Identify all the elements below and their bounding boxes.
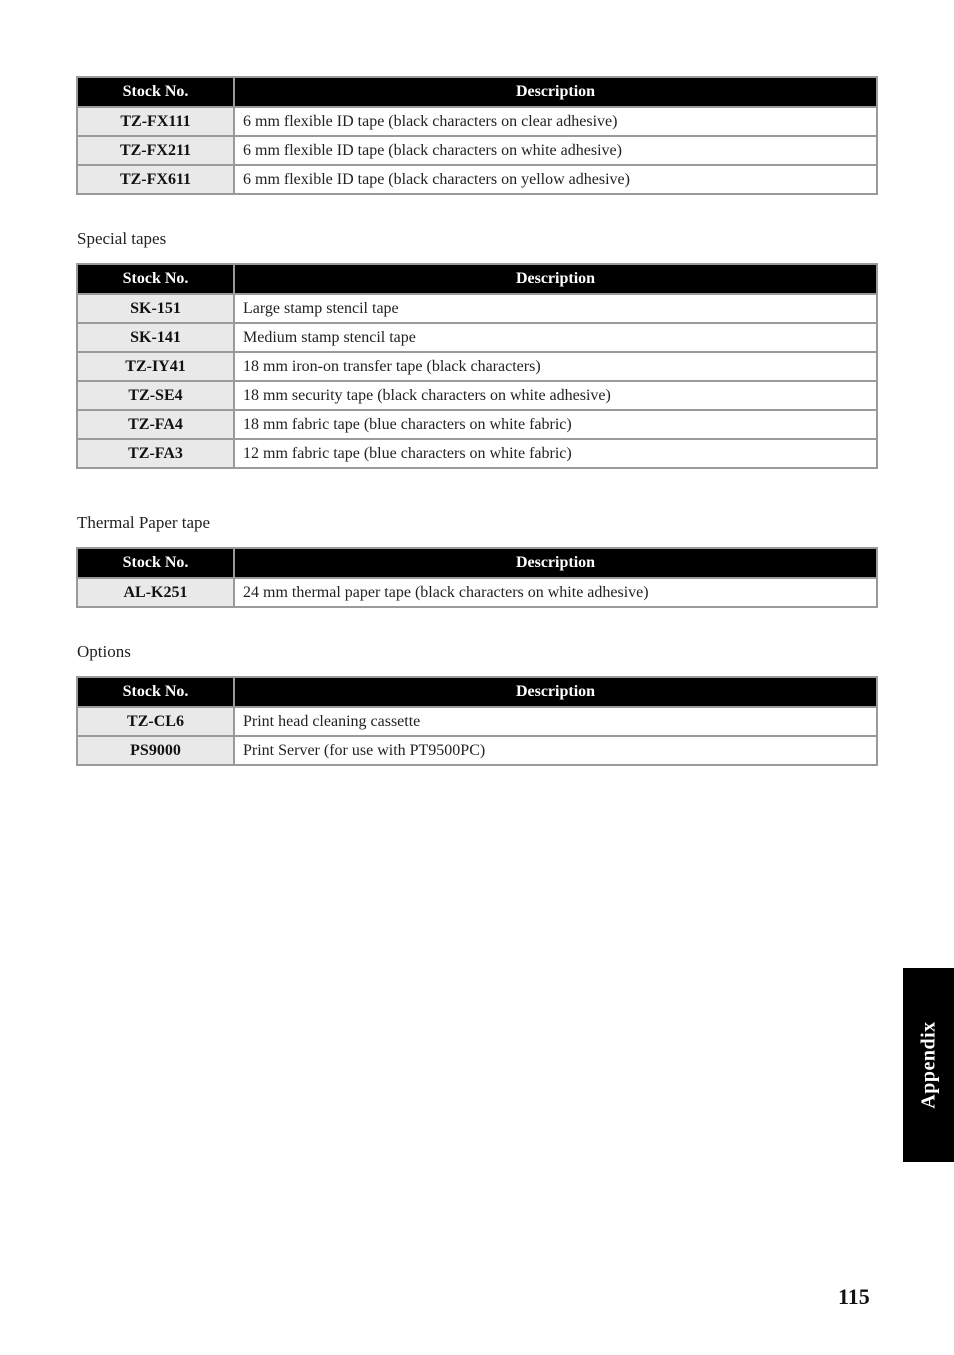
description-cell: Large stamp stencil tape (234, 294, 877, 323)
table-header-row (77, 77, 877, 107)
description-cell: Medium stamp stencil tape (234, 323, 877, 352)
description-cell: 18 mm iron-on transfer tape (black characters) (234, 352, 877, 381)
table-row (77, 107, 877, 136)
description-cell: 6 mm flexible ID tape (black characters on white adhesive) (234, 136, 877, 165)
stock-no-cell: SK-151 (77, 294, 234, 323)
description-cell: 18 mm security tape (black characters on white adhesive) (234, 381, 877, 410)
stock-no-cell: TZ-IY41 (77, 352, 234, 381)
stock-no-cell: TZ-FA4 (77, 410, 234, 439)
description-cell: 6 mm flexible ID tape (black characters on yellow adhesive) (234, 165, 877, 194)
table-row (77, 323, 877, 352)
stock-no-cell: TZ-SE4 (77, 381, 234, 410)
table-row (77, 707, 877, 736)
stock-table-thermal-paper-tape (76, 547, 878, 608)
stock-no-header: Stock No. (77, 264, 234, 294)
stock-no-cell: TZ-FX111 (77, 107, 234, 136)
description-cell: Print head cleaning cassette (234, 707, 877, 736)
table-row (77, 439, 877, 468)
description-cell: 24 mm thermal paper tape (black characters on white adhesive) (234, 578, 877, 607)
description-header: Description (234, 264, 877, 294)
table-header-row (77, 548, 877, 578)
section-title-special-tapes: Special tapes (77, 229, 167, 248)
section-title-options: Options (77, 642, 131, 661)
table-header-row (77, 677, 877, 707)
description-cell: Print Server (for use with PT9500PC) (234, 736, 877, 765)
table-row (77, 381, 877, 410)
table-row (77, 165, 877, 194)
description-header: Description (234, 77, 877, 107)
stock-no-cell: TZ-CL6 (77, 707, 234, 736)
stock-no-header: Stock No. (77, 77, 234, 107)
stock-no-cell: PS9000 (77, 736, 234, 765)
description-header: Description (234, 677, 877, 707)
stock-no-cell: TZ-FX211 (77, 136, 234, 165)
stock-no-cell: SK-141 (77, 323, 234, 352)
description-cell: 6 mm flexible ID tape (black characters on clear adhesive) (234, 107, 877, 136)
side-tab-label: Appendix (917, 1021, 939, 1109)
table-row (77, 136, 877, 165)
section-title-thermal-paper-tape: Thermal Paper tape (77, 513, 211, 532)
stock-no-cell: TZ-FA3 (77, 439, 234, 468)
page-number: 115 (838, 1284, 870, 1309)
stock-no-header: Stock No. (77, 548, 234, 578)
stock-table-special-tapes (76, 263, 878, 469)
table-row (77, 578, 877, 607)
table-row (77, 352, 877, 381)
description-cell: 12 mm fabric tape (blue characters on white fabric) (234, 439, 877, 468)
stock-no-cell: AL-K251 (77, 578, 234, 607)
appendix-side-tab (903, 968, 954, 1162)
stock-no-cell: TZ-FX611 (77, 165, 234, 194)
table-row (77, 410, 877, 439)
table-header-row (77, 264, 877, 294)
table-row (77, 294, 877, 323)
stock-table-options (76, 676, 878, 766)
stock-table-id-tapes (76, 76, 878, 195)
description-cell: 18 mm fabric tape (blue characters on white fabric) (234, 410, 877, 439)
table-row (77, 736, 877, 765)
description-header: Description (234, 548, 877, 578)
stock-no-header: Stock No. (77, 677, 234, 707)
